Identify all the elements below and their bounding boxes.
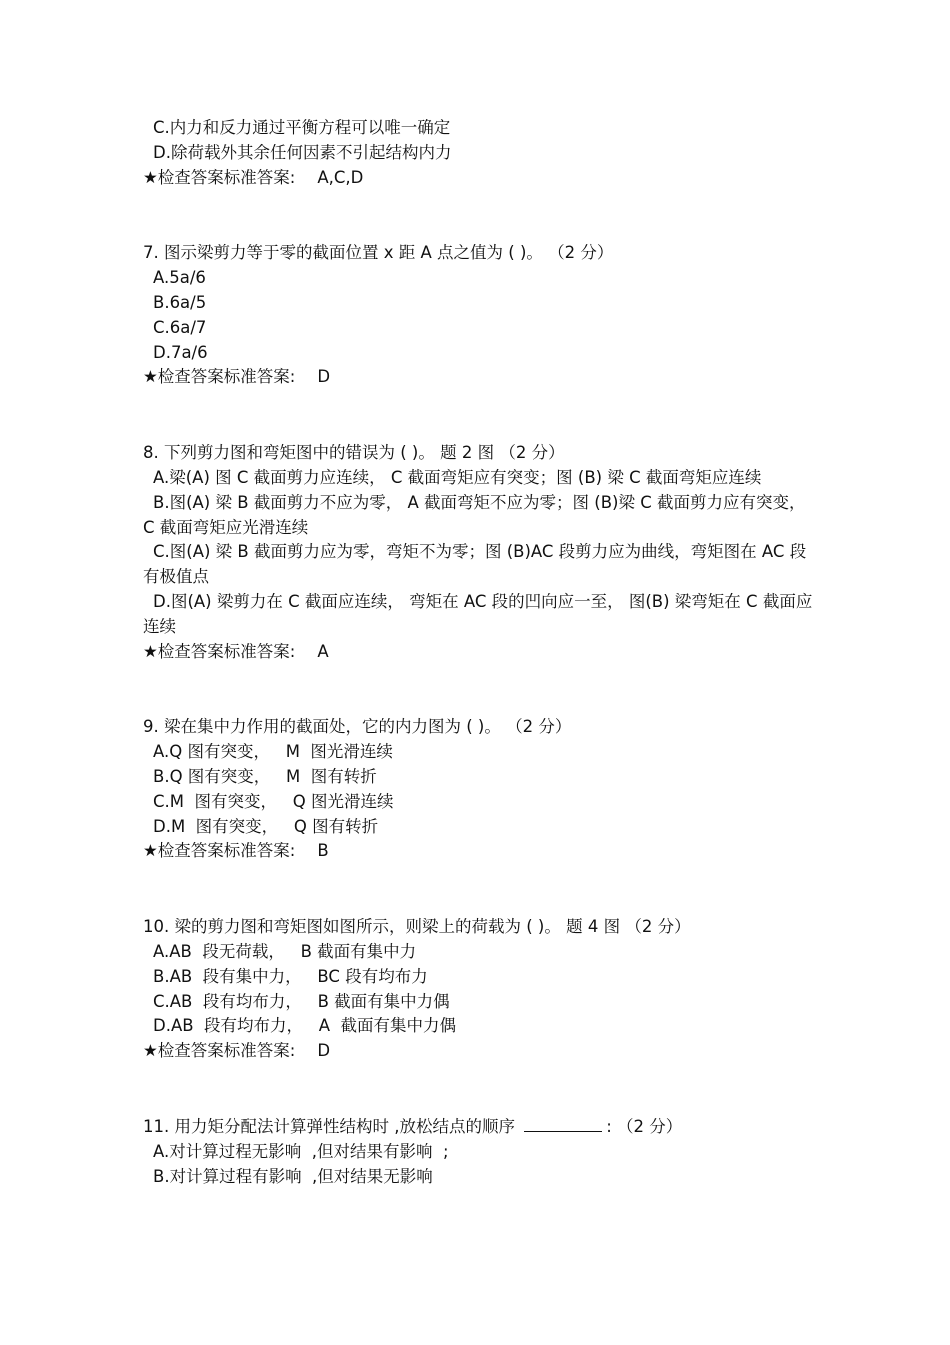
question-title-suffix: : （2 分）: [606, 1116, 683, 1136]
option-a-text: A.梁(A) 图 C 截面剪力应连续， C 截面弯矩应有突变；图 (B) 梁 C 截面弯矩应连续: [153, 467, 762, 487]
question-title: 7. 图示梁剪力等于零的截面位置 x 距 A 点之值为 ( )。 （2 分）: [143, 243, 614, 263]
question-title: 10. 梁的剪力图和弯矩图如图所示，则梁上的荷载为 ( )。 题 4 图 （2 分）: [143, 917, 691, 937]
option-d: D.7a/6: [153, 342, 208, 362]
question-6-continued: [143, 116, 818, 190]
option-d: D.除荷载外其余任何因素不引起结构内力: [153, 142, 452, 162]
option-c-text: C.图(A) 梁 B 截面剪力应为零，弯矩不为零；图 (B)AC 段剪力应为曲线，弯矩图在 AC 段有极值点: [143, 542, 807, 587]
answer-line: [143, 839, 818, 864]
option-b-text: B.图(A) 梁 B 截面剪力不应为零， A 截面弯矩不应为零；图 (B)梁 C 截面剪力应有突变， C 截面弯矩应光滑连续: [143, 492, 806, 537]
answer-label: ★检查答案标准答案:: [143, 1041, 296, 1061]
answer-value: B: [317, 841, 329, 861]
option-d: D.M 图有突变， Q 图有转折: [153, 816, 379, 836]
option-b: B.Q 图有突变， M 图有转折: [153, 766, 377, 786]
answer-line: [143, 365, 818, 390]
question-title-text: 11. 用力矩分配法计算弹性结构时 ,放松结点的顺序: [143, 1116, 521, 1136]
answer-label: ★检查答案标准答案:: [143, 841, 296, 861]
option-d: [143, 590, 818, 640]
answer-label: ★检查答案标准答案:: [143, 167, 296, 187]
answer-line: [143, 1039, 818, 1064]
question-7: [143, 241, 818, 390]
option-a: A.Q 图有突变， M 图光滑连续: [153, 742, 393, 762]
answer-blank: [524, 1117, 602, 1132]
question-title: [143, 1115, 818, 1140]
answer-value: D: [317, 367, 331, 387]
answer-value: D: [317, 1041, 331, 1061]
option-a: [143, 466, 818, 491]
option-b: B.6a/5: [153, 292, 207, 312]
option-b: [143, 491, 818, 541]
option-c: C.M 图有突变， Q 图光滑连续: [153, 791, 394, 811]
answer-label: ★检查答案标准答案:: [143, 641, 296, 661]
answer-label: ★检查答案标准答案:: [143, 367, 296, 387]
option-b: B.AB 段有集中力， BC 段有均布力: [153, 966, 428, 986]
answer-line: [143, 640, 818, 665]
question-title: 9. 梁在集中力作用的截面处，它的内力图为 ( )。 （2 分）: [143, 717, 572, 737]
exam-page: [143, 116, 818, 1189]
option-b: B.对计算过程有影响 ,但对结果无影响: [153, 1166, 433, 1186]
answer-value: A: [317, 641, 329, 661]
option-a: A.AB 段无荷载， B 截面有集中力: [153, 941, 417, 961]
answer-line: [143, 166, 818, 191]
option-c: C.AB 段有均布力， B 截面有集中力偶: [153, 991, 450, 1011]
option-d: D.AB 段有均布力， A 截面有集中力偶: [153, 1016, 457, 1036]
option-c: C.6a/7: [153, 317, 207, 337]
option-c: [143, 540, 818, 590]
option-c: C.内力和反力通过平衡方程可以唯一确定: [153, 118, 451, 137]
question-10: [143, 915, 818, 1064]
question-8: [143, 441, 818, 664]
question-9: [143, 715, 818, 864]
option-d-text: D.图(A) 梁剪力在 C 截面应连续， 弯矩在 AC 段的凹向应一至， 图(B) 梁弯矩在 C 截面应连续: [143, 591, 813, 636]
question-title: 8. 下列剪力图和弯矩图中的错误为 ( )。 题 2 图 （2 分）: [143, 443, 565, 463]
option-a: A.对计算过程无影响 ,但对结果有影响 ;: [153, 1141, 449, 1161]
question-11: [143, 1115, 818, 1189]
option-a: A.5a/6: [153, 268, 206, 288]
answer-value: A,C,D: [317, 167, 364, 187]
